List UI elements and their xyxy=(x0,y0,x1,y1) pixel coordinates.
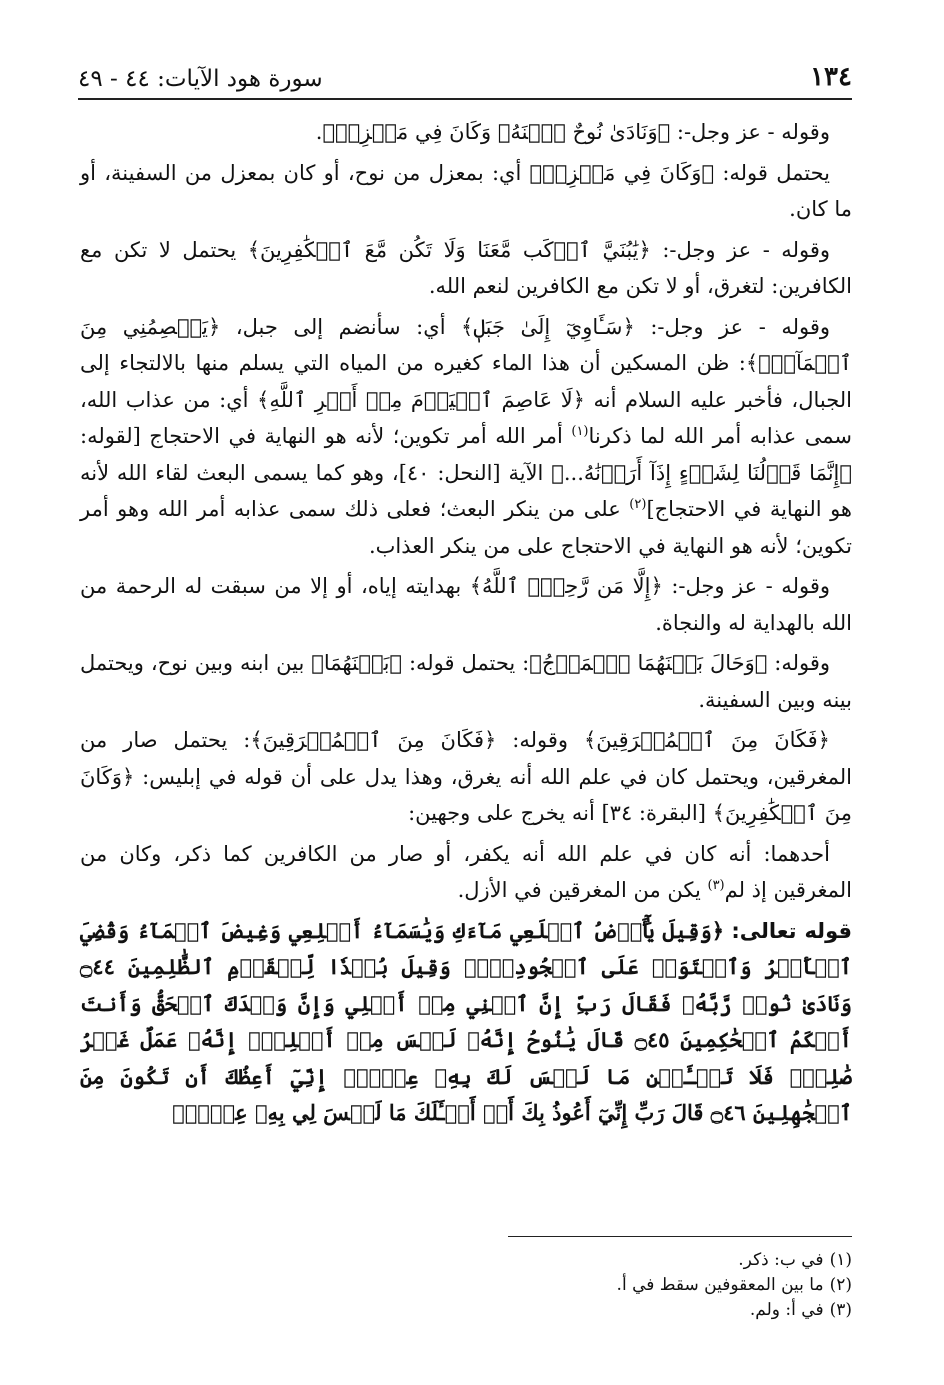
footnote xyxy=(352,1273,852,1298)
verse-block xyxy=(80,913,852,1132)
page-number: ١٣٤ xyxy=(810,62,852,92)
running-head: سورة هود الآيات: ٤٤ - ٤٩ xyxy=(78,66,323,92)
main-text xyxy=(80,114,852,1136)
paragraph-text: وقوله - عز وجل-: ﴿سَـَٔاوِيٓ إِلَىٰ جَبَلٖ﴾ أي: سأنضم إلى جبل، ﴿يَعۡصِمُنِي مِنَ ٱلۡمَآءِۚ﴾: ظن المسكين أن هذا الماء كغيره من المياه التي يسلم منها بالالتجاء إلى الجبال، فأخبر عليه السلام أنه ﴿لَا عَاصِمَ ٱلۡيَوۡمَ مِنۡ أَمۡرِ ٱللَّهِ﴾ أي: من عذاب الله، سمى عذابه أمر الله لما ذكرنا xyxy=(80,314,852,448)
footnote-ref: (٣) xyxy=(707,878,725,893)
paragraph xyxy=(80,836,852,909)
footnote-text: ما بين المعقوفين سقط في أ. xyxy=(616,1275,824,1295)
paragraph-text: أمر الله أمر تكوين؛ لأنه هو النهاية في الاحتجاج [لقوله: ﴿إِنَّمَا قَوۡلُنَا لِشَيۡءٍ إِذَآ أَرَدۡنَٰهُ...﴾ الآية [النحل: ٤٠]، وهو كما يسمى البعث لقاء الله لأنه هو النهاية في الاحتجاج] xyxy=(80,424,852,521)
footnote-number: (٣) xyxy=(829,1300,852,1320)
footnote-text: في أ: ولم. xyxy=(749,1300,824,1320)
page-header xyxy=(78,52,852,100)
footnote xyxy=(352,1298,852,1323)
paragraph-text: ﴿فَكَانَ مِنَ ٱلۡمُغۡرَقِينَ﴾ وقوله: ﴿فَكَانَ مِنَ ٱلۡمُغۡرَقِينَ﴾: يحتمل صار من المغرقين، ويحتمل كان في علم الله أنه يغرق، وهذا يدل على أن قوله في إبليس: ﴿وَكَانَ مِنَ ٱلۡكَٰفِرِينَ﴾ [البقرة: ٣٤] أنه يخرج على وجهين: xyxy=(80,728,852,825)
paragraph-text: أحدهما: أنه كان في علم الله أنه يكفر، أو صار من الكافرين كما ذكر، وكان من المغرقين إذ لم xyxy=(80,841,852,902)
paragraph-text: وقوله - عز وجل-: ﴿وَنَادَىٰ نُوحٌ ٱبۡنَهُۥ وَكَانَ فِي مَعۡزِلٖ﴾. xyxy=(315,120,830,144)
paragraph-text: وقوله - عز وجل-: ﴿إِلَّا مَن رَّحِمَۚ ٱللَّهُ﴾ بهدايته إياه، أو إلا من سبقت له الرحمة من الله بالهداية له والنجاة. xyxy=(80,574,852,635)
paragraph xyxy=(80,568,852,641)
footnote-number: (١) xyxy=(829,1250,852,1270)
paragraph-text: على من ينكر البعث؛ فعلى ذلك سمى عذابه أمر الله وهو أمر تكوين؛ لأنه هو النهاية في الاحتجاج على من ينكر العذاب. xyxy=(80,497,852,558)
paragraph-text: يحتمل قوله: ﴿وَكَانَ فِي مَعۡزِلٖ﴾ أي: بمعزل من نوح، أو كان بمعزل من السفينة، أو ما كان. xyxy=(80,160,852,221)
footnote-divider xyxy=(508,1236,852,1237)
quran-verses: ﴿وَقِيلَ يَٰٓأَرۡضُ ٱبۡلَعِي مَآءَكِ وَيَٰسَمَآءُ أَقۡلِعِي وَغِيضَ ٱلۡمَآءُ وَقُضِيَ ٱلۡأَمۡرُ وَٱسۡتَوَتۡ عَلَى ٱلۡجُودِيِّۖ وَقِيلَ بُعۡدٗا لِّلۡقَوۡمِ ٱلظَّٰلِمِينَ ۝٤٤ وَنَادَىٰ نُوحٞ رَّبَّهُۥ فَقَالَ رَبِّ إِنَّ ٱبۡنِي مِنۡ أَهۡلِي وَإِنَّ وَعۡدَكَ ٱلۡحَقُّ وَأَنتَ أَحۡكَمُ ٱلۡحَٰكِمِينَ ۝٤٥ قَالَ يَٰنُوحُ إِنَّهُۥ لَيۡسَ مِنۡ أَهۡلِكَۖ إِنَّهُۥ عَمَلٌ غَيۡرُ صَٰلِحٖۖ فَلَا تَسۡـَٔلۡنِ مَا لَيۡسَ لَكَ بِهِۦ عِلۡمٌۖ إِنِّيٓ أَعِظُكَ أَن تَكُونَ مِنَ ٱلۡجَٰهِلِينَ ۝٤٦ قَالَ رَبِّ إِنِّيٓ أَعُوذُ بِكَ أَنۡ أَسۡـَٔلَكَ مَا لَيۡسَ لِي بِهِۦ عِلۡمٞۖ xyxy=(80,917,852,1125)
verse-lead: قوله تعالى: xyxy=(731,918,852,943)
paragraph xyxy=(80,155,852,228)
paragraph xyxy=(80,114,852,151)
paragraph xyxy=(80,309,852,565)
paragraph-text: وقوله: ﴿وَحَالَ بَيۡنَهُمَا ٱلۡمَوۡجُ﴾: يحتمل قوله: ﴿بَيۡنَهُمَا﴾ بين ابنه وبين نوح، ويحتمل بينه وبين السفينة. xyxy=(80,651,852,712)
footnotes xyxy=(352,1248,852,1323)
footnote xyxy=(352,1248,852,1273)
paragraph-text: وقوله - عز وجل-: ﴿يَٰبُنَيَّ ٱرۡكَب مَّعَنَا وَلَا تَكُن مَّعَ ٱلۡكَٰفِرِينَ﴾ يحتمل لا تكن مع الكافرين: لتغرق، أو لا تكن مع الكافرين لنعم الله. xyxy=(80,237,852,298)
paragraph-text: يكن من المغرقين في الأزل. xyxy=(457,878,708,902)
footnote-ref: (٢) xyxy=(629,497,647,512)
paragraph xyxy=(80,722,852,832)
paragraph xyxy=(80,232,852,305)
footnote-ref: (١) xyxy=(571,424,589,439)
footnote-text: في ب: ذكر. xyxy=(738,1250,824,1270)
paragraph xyxy=(80,645,852,718)
footnote-number: (٢) xyxy=(829,1275,852,1295)
